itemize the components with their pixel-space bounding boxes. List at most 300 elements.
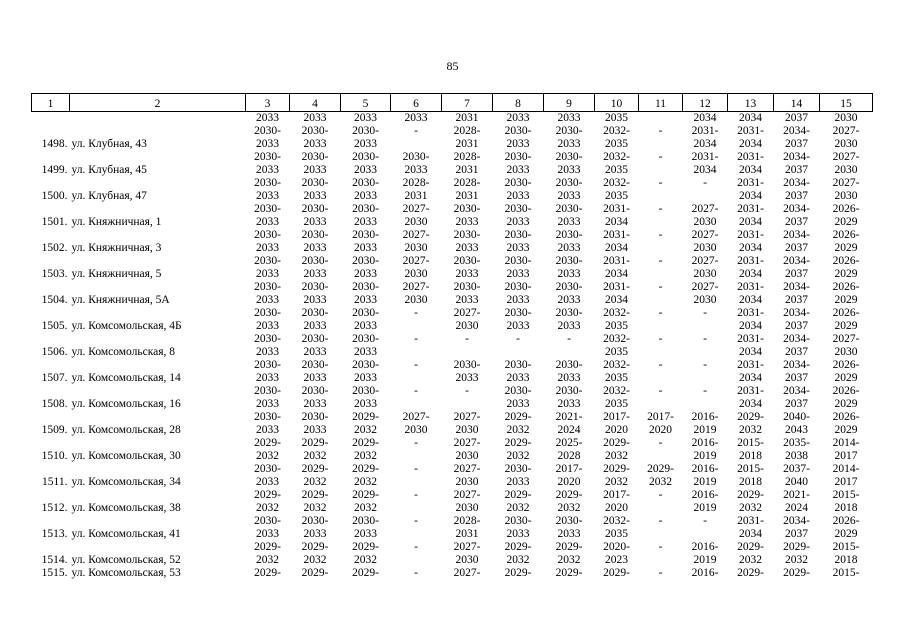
table-cell: 2040- 2043 <box>783 411 810 436</box>
table-row <box>32 385 873 411</box>
table-cell: 2030- 2033 <box>301 411 329 436</box>
row-number: 1514. <box>41 554 68 566</box>
table-cell: 2032- 2035 <box>603 359 630 384</box>
row-number: 1513. <box>41 528 68 540</box>
table-cell: 2034- 2037 <box>783 255 810 280</box>
table-cell: 2030- 2033 <box>352 333 379 358</box>
table-cell: 2029- 2032 <box>301 541 329 566</box>
table-cell: 2029- 2032 <box>504 541 532 566</box>
table-cell: 2029- 2032 <box>603 463 630 488</box>
table-cell: 2033 <box>354 112 377 124</box>
table-cell: - <box>658 385 663 397</box>
table-cell: 2032- 2035 <box>603 515 630 540</box>
table-cell: - <box>414 385 418 397</box>
table-cell: 2026- 2029 <box>832 229 860 254</box>
table-cell: 2030- 2033 <box>504 177 532 202</box>
table-cell: 2014- 2017 <box>832 437 860 462</box>
table-cell: 2026- 2029 <box>832 255 860 280</box>
table-cell: 2029- <box>555 567 583 579</box>
table-cell: 2031- 2034 <box>603 229 630 254</box>
table-cell: 2027- 2030 <box>453 541 481 566</box>
table-cell: 2030- 2033 <box>352 385 379 410</box>
table-cell: - <box>703 359 707 371</box>
table-cell: 2027- 2030 <box>453 307 481 332</box>
table-cell: 2030- 2033 <box>555 203 583 228</box>
table-cell: 2030- 2033 <box>301 255 329 280</box>
table-cell: 2021- 2024 <box>783 489 810 514</box>
column-header: 5 <box>341 94 391 112</box>
table-row <box>32 177 873 203</box>
table-cell: 2032- 2035 <box>603 177 630 202</box>
table-cell: 2032- 2035 <box>603 333 630 358</box>
table-cell: 2034- 2037 <box>783 177 810 202</box>
table-cell: 2034- 2037 <box>783 515 810 540</box>
table-cell: 2029- 2032 <box>301 437 329 462</box>
table-row <box>32 463 873 489</box>
table-cell: - <box>658 359 663 371</box>
table-cell: 2030- 2033 <box>254 151 281 176</box>
table-cell: 2014- 2017 <box>832 463 860 488</box>
table-cell: 2032- 2035 <box>603 385 630 410</box>
table-cell: 2027- 2030 <box>832 333 860 358</box>
table-cell: 2026- 2029 <box>832 515 860 540</box>
table-row <box>32 437 873 463</box>
table-cell: 2030 <box>834 112 858 124</box>
table-cell: - <box>658 567 663 579</box>
table-cell: 2027- 2030 <box>453 411 481 436</box>
table-cell: - <box>414 359 418 371</box>
header-row <box>32 94 873 112</box>
table-cell: - <box>516 333 520 345</box>
table-cell: 2029- <box>603 567 630 579</box>
table-cell: - <box>414 125 418 137</box>
table-cell: 2030- 2033 <box>504 151 532 176</box>
table-cell: 2028- 2031 <box>453 515 481 540</box>
table-cell: 2031- 2034 <box>737 281 764 306</box>
table-cell: 2029- 2032 <box>504 437 532 462</box>
table-cell: 2015- 2018 <box>737 463 764 488</box>
table-cell: 2030- 2033 <box>254 515 281 540</box>
table-cell: 2030- 2033 <box>504 203 532 228</box>
table-cell: 2030- 2033 <box>555 385 583 410</box>
table-cell: 2027- 2030 <box>402 281 430 306</box>
table-cell: 2030- 2033 <box>254 359 281 384</box>
table-cell: 2027- 2030 <box>691 281 719 306</box>
table-cell: - <box>658 437 663 449</box>
data-table <box>31 93 873 580</box>
row-number: 1504. <box>41 294 68 306</box>
row-number: 1498. <box>41 138 68 150</box>
street-name: ул. Комсомольская, 52 <box>71 554 181 566</box>
table-cell: 2026- 2029 <box>832 359 860 384</box>
table-cell: 2015- 2018 <box>832 489 860 514</box>
table-cell: 2026- 2029 <box>832 385 860 410</box>
table-cell: 2027- 2030 <box>691 203 719 228</box>
street-name: ул. Комсомольская, 41 <box>71 528 181 540</box>
row-number: 1500. <box>41 190 68 202</box>
table-cell <box>639 112 683 126</box>
table-cell: 2034- 2037 <box>783 385 810 410</box>
column-header: 8 <box>493 94 544 112</box>
row-number: 1506. <box>41 346 68 358</box>
table-cell: 2029- 2032 <box>603 437 630 462</box>
table-cell: 2028- 2031 <box>402 177 430 202</box>
table-cell: 2027- 2030 <box>691 229 719 254</box>
table-cell: - <box>414 463 418 475</box>
street-name: ул. Княжничная, 3 <box>71 242 162 254</box>
table-cell: 2031 <box>455 112 479 124</box>
table-cell: - <box>414 307 418 319</box>
table-cell: 2031- 2034 <box>737 151 764 176</box>
table-cell: 2016- 2019 <box>691 437 719 462</box>
table-cell: 2031- 2034 <box>737 385 764 410</box>
table-cell: 2029- 2032 <box>504 489 532 514</box>
column-header: 7 <box>442 94 493 112</box>
table-cell: 2030- 2033 <box>301 151 329 176</box>
table-cell: 2030- 2033 <box>555 151 583 176</box>
table-cell: 2030- 2033 <box>352 281 379 306</box>
table-cell: 2034- 2037 <box>783 359 810 384</box>
table-cell: 2029- 2032 <box>254 437 281 462</box>
table-cell: 2027- 2030 <box>402 255 430 280</box>
table-cell: 2017- 2020 <box>647 411 674 436</box>
table-cell: 2016- 2019 <box>691 541 719 566</box>
table-cell: 2030- 2033 <box>555 255 583 280</box>
street-name: ул. Комсомольская, 8 <box>71 346 176 358</box>
table-row <box>32 281 873 307</box>
street-name: ул. Комсомольская, 16 <box>71 398 181 410</box>
table-cell: 2030- 2033 <box>504 463 532 488</box>
table-cell: 2029- <box>352 567 379 579</box>
table-cell: 2030- 2033 <box>301 125 329 150</box>
table-cell: 2032- 2035 <box>603 307 630 332</box>
table-cell: 2029- <box>783 567 810 579</box>
table-cell: 2030- 2033 <box>352 177 379 202</box>
table-row <box>32 307 873 333</box>
row-number: 1499. <box>41 164 68 176</box>
table-cell: 2029- 2032 <box>352 541 379 566</box>
table-row <box>32 255 873 281</box>
column-header: 1 <box>32 94 70 112</box>
table-cell: 2030- 2033 <box>352 151 379 176</box>
row-number: 1507. <box>41 372 68 384</box>
table-cell: 2021- 2024 <box>555 411 583 436</box>
table-cell: 2017- 2020 <box>603 489 630 514</box>
table-cell: 2030- 2033 <box>504 359 532 384</box>
table-cell: 2020- 2023 <box>603 541 630 566</box>
table-cell: 2030- 2033 <box>555 229 583 254</box>
table-cell: 2016- 2019 <box>691 411 719 436</box>
table-cell: 2026- 2029 <box>832 281 860 306</box>
table-cell: 2035- 2038 <box>783 437 810 462</box>
table-cell: - <box>703 385 707 397</box>
table-cell: 2028- 2031 <box>453 177 481 202</box>
table-cell: 2030- 2033 <box>301 229 329 254</box>
table-cell: 2015- 2018 <box>832 541 860 566</box>
table-cell: 2030- 2033 <box>254 203 281 228</box>
street-name: ул. Комсомольская, 30 <box>71 450 181 462</box>
table-cell: - <box>567 333 571 345</box>
table-cell: 2030- 2033 <box>352 359 379 384</box>
table-cell: 2030- 2033 <box>453 255 481 280</box>
table-cell: 2030- 2033 <box>301 333 329 358</box>
table-cell: - <box>414 489 418 501</box>
page-number: 85 <box>446 59 459 73</box>
table-cell: 2031- 2034 <box>737 515 764 540</box>
table-cell: 2030- 2033 <box>301 307 329 332</box>
table-cell: 2029- <box>254 567 281 579</box>
table-cell: 2016- 2019 <box>691 463 719 488</box>
table-cell: 2031- 2034 <box>603 203 630 228</box>
table-row <box>32 567 873 580</box>
table-cell: 2029- 2032 <box>783 541 810 566</box>
table-cell: 2029- 2032 <box>737 489 764 514</box>
table-cell: 2030- 2033 <box>301 359 329 384</box>
table-cell: 2034- 2037 <box>783 151 810 176</box>
row-number: 1505. <box>41 320 68 332</box>
table-cell: - <box>414 333 418 345</box>
table-cell: 2027- 2030 <box>453 463 481 488</box>
table-cell: 2029- 2032 <box>352 411 379 436</box>
table-cell: 2029- 2032 <box>504 411 532 436</box>
table-cell: 2031- 2034 <box>737 229 764 254</box>
table-row <box>32 203 873 229</box>
table-cell: 2030- 2033 <box>254 411 281 436</box>
table-cell: 2031- 2034 <box>737 307 764 332</box>
table-cell: 2030- 2033 <box>555 515 583 540</box>
table-cell: 2027- <box>453 567 481 579</box>
table-cell: 2016- 2019 <box>691 489 719 514</box>
table-cell: 2034- 2037 <box>783 229 810 254</box>
table-cell: 2034- 2037 <box>783 307 810 332</box>
table-cell: 2029- 2032 <box>555 489 583 514</box>
table-cell: - <box>658 333 663 345</box>
table-cell: 2033 <box>256 112 279 124</box>
column-header: 14 <box>774 94 820 112</box>
table-cell: 2030- 2033 <box>555 125 583 150</box>
table-cell: 2029- 2032 <box>254 489 281 514</box>
street-name: ул. Комсомольская, 28 <box>71 424 181 436</box>
table-cell: 2030- 2033 <box>352 125 379 150</box>
column-header: 10 <box>595 94 639 112</box>
table-cell: 2035 <box>605 112 628 124</box>
table-cell: 2033 <box>506 112 530 124</box>
table-cell: - <box>465 385 469 397</box>
table-row <box>32 515 873 541</box>
table-cell: 2029- <box>504 567 532 579</box>
table-cell: 2017- 2020 <box>555 463 583 488</box>
table-cell: - <box>658 203 663 215</box>
column-header: 4 <box>290 94 341 112</box>
table-cell: 2026- 2029 <box>832 307 860 332</box>
column-header: 15 <box>820 94 873 112</box>
table-cell: 2027- 2030 <box>402 203 430 228</box>
row-number: 1509. <box>41 424 68 436</box>
table-cell: 2034- 2037 <box>783 281 810 306</box>
table-cell: 2027- 2030 <box>832 151 860 176</box>
table-cell: - <box>658 541 663 553</box>
table-cell: 2030- 2033 <box>504 385 532 410</box>
street-name <box>70 112 246 126</box>
street-name: ул. Комсомольская, 4Б <box>71 320 182 332</box>
table-cell: 2029- 2032 <box>737 411 764 436</box>
table-cell: 2015- <box>832 567 860 579</box>
row-number: 1508. <box>41 398 68 410</box>
table-cell: 2030- 2033 <box>504 125 532 150</box>
table-cell: 2029- 2032 <box>301 463 329 488</box>
table-cell: 2031- 2034 <box>691 125 719 150</box>
table-cell: 2029- 2032 <box>737 541 764 566</box>
table-cell: 2034- 2037 <box>783 125 810 150</box>
table-cell: 2030- 2033 <box>504 307 532 332</box>
table-cell: 2029- <box>301 567 329 579</box>
table-cell: - <box>414 541 418 553</box>
table-row <box>32 333 873 359</box>
table-cell: 2033 <box>303 112 327 124</box>
street-name: ул. Княжничная, 5 <box>71 268 162 280</box>
column-header: 9 <box>544 94 595 112</box>
table-cell: 2028- 2031 <box>453 151 481 176</box>
table-cell: 2029- <box>737 567 764 579</box>
table-cell: - <box>703 515 707 527</box>
column-header: 3 <box>246 94 290 112</box>
table-cell: 2030- 2033 <box>352 307 379 332</box>
table-cell: - <box>414 437 418 449</box>
column-header: 13 <box>728 94 774 112</box>
street-name: ул. Княжничная, 1 <box>71 216 162 228</box>
table-cell: 2030- 2033 <box>301 515 329 540</box>
table-row <box>32 151 873 177</box>
table-cell: 2027- 2030 <box>402 229 430 254</box>
table-cell: 2027- 2030 <box>402 411 430 436</box>
table-cell: 2015- 2018 <box>737 437 764 462</box>
row-number <box>32 112 70 126</box>
table-cell: 2030- 2033 <box>254 463 281 488</box>
row-number: 1501. <box>41 216 68 228</box>
table-cell: 2030- 2033 <box>504 229 532 254</box>
table-cell: 2034 <box>693 112 717 124</box>
street-name: ул. Комсомольская, 38 <box>71 502 181 514</box>
table-cell: - <box>703 177 707 189</box>
table-cell: 2017- 2020 <box>603 411 630 436</box>
table-cell: - <box>414 567 418 579</box>
table-cell: 2030- 2033 <box>254 255 281 280</box>
table-cell: 2027- 2030 <box>832 125 860 150</box>
table-cell: 2030- 2033 <box>504 281 532 306</box>
table-cell: 2030- 2033 <box>254 125 281 150</box>
table-cell: - <box>703 307 707 319</box>
table-cell: 2031- 2034 <box>737 359 764 384</box>
table-cell: 2033 <box>557 112 581 124</box>
row-number: 1503. <box>41 268 68 280</box>
table-cell: 2031- 2034 <box>691 151 719 176</box>
table-cell: 2030- 2033 <box>555 177 583 202</box>
street-name: ул. Клубная, 45 <box>71 164 147 176</box>
row-number: 1502. <box>41 242 68 254</box>
table-cell: 2030- 2033 <box>301 203 329 228</box>
column-header: 6 <box>391 94 442 112</box>
table-row <box>32 411 873 437</box>
row-number: 1512. <box>41 502 68 514</box>
street-name: ул. Комсомольская, 14 <box>71 372 181 384</box>
table-cell: 2030- 2033 <box>402 151 430 176</box>
table-cell: 2029- 2032 <box>352 463 379 488</box>
table-row <box>32 125 873 151</box>
table-cell: 2030- 2033 <box>254 229 281 254</box>
table-cell: 2031- 2034 <box>603 255 630 280</box>
row-number: 1515. <box>41 567 68 579</box>
table-cell: - <box>658 125 663 137</box>
table-cell: 2031- 2034 <box>737 203 764 228</box>
table-cell: 2037 <box>785 112 808 124</box>
table-cell: 2027- 2030 <box>453 489 481 514</box>
table-cell: 2031- 2034 <box>737 255 764 280</box>
table-cell: 2032- 2035 <box>603 125 630 150</box>
table-row <box>32 229 873 255</box>
table-cell: 2027- 2030 <box>832 177 860 202</box>
table-cell: - <box>658 229 663 241</box>
table-cell: 2031- 2034 <box>603 281 630 306</box>
table-cell: 2030- 2033 <box>504 515 532 540</box>
table-cell: 2030- 2033 <box>352 255 379 280</box>
table-cell: 2032- 2035 <box>603 151 630 176</box>
table-row <box>32 541 873 567</box>
street-name: ул. Комсомольская, 34 <box>71 476 181 488</box>
continuation-row <box>32 112 873 126</box>
table-cell: 2030- 2033 <box>254 333 281 358</box>
table-cell: 2030- 2033 <box>352 515 379 540</box>
table-cell: 2033 <box>404 112 428 124</box>
table-cell: 2025- 2028 <box>555 437 583 462</box>
table-cell: - <box>658 281 663 293</box>
table-cell: - <box>658 255 663 267</box>
street-name: ул. Клубная, 47 <box>71 190 147 202</box>
table-cell: - <box>658 489 663 501</box>
table-cell: 2027- 2030 <box>453 437 481 462</box>
table-cell: - <box>703 333 707 345</box>
table-cell: 2030- 2033 <box>254 281 281 306</box>
table-body <box>32 112 873 581</box>
table-cell: - <box>658 515 663 527</box>
table-cell: 2029- 2032 <box>555 541 583 566</box>
table-cell: 2030- 2033 <box>254 177 281 202</box>
table-cell: 2037- 2040 <box>783 463 810 488</box>
table-cell: 2030- 2033 <box>504 255 532 280</box>
table-cell: 2030- 2033 <box>453 281 481 306</box>
table-cell: 2029- 2032 <box>352 437 379 462</box>
column-header: 2 <box>70 94 246 112</box>
table-cell: 2030- 2033 <box>453 359 481 384</box>
table-cell: - <box>658 307 663 319</box>
table-cell: 2030- 2033 <box>254 385 281 410</box>
table-cell: 2030- 2033 <box>301 281 329 306</box>
street-name: ул. Комсомольская, 53 <box>71 567 181 579</box>
column-header: 11 <box>639 94 683 112</box>
table-cell: 2030- 2033 <box>352 229 379 254</box>
table-cell: 2029- 2032 <box>254 541 281 566</box>
table-cell: 2030- 2033 <box>555 307 583 332</box>
table-cell: 2030- 2033 <box>301 177 329 202</box>
table-row <box>32 359 873 385</box>
table-cell: 2030- 2033 <box>555 359 583 384</box>
street-name: ул. Княжничная, 5А <box>71 294 170 306</box>
column-header: 12 <box>683 94 728 112</box>
table-cell: 2029- 2032 <box>301 489 329 514</box>
table-cell: 2029- 2032 <box>647 463 674 488</box>
row-number: 1511. <box>42 476 68 488</box>
table-cell: - <box>658 151 663 163</box>
street-name: ул. Клубная, 43 <box>71 138 147 150</box>
